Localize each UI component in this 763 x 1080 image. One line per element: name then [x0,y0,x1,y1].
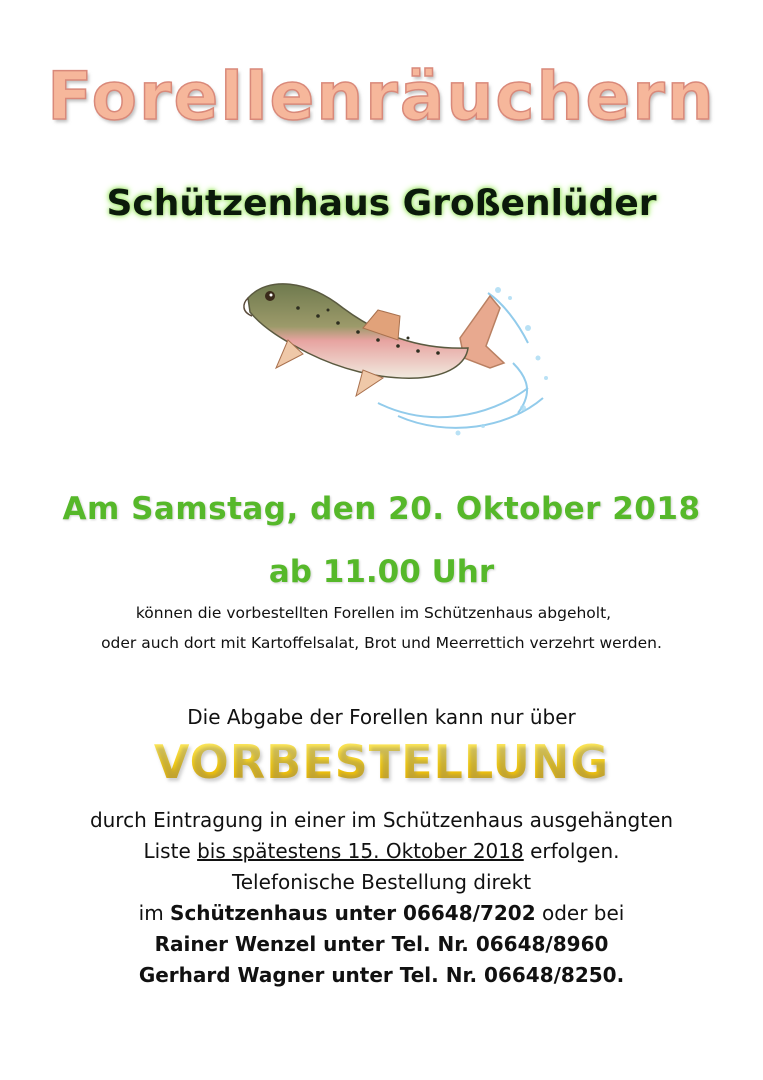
info-line-1: durch Eintragung in einer im Schützenhaus ausgehängten [89,808,674,832]
contact-gerhard-wagner: Gerhard Wagner unter Tel. Nr. 06648/8250. [138,963,625,987]
deadline-text: bis spätestens 15. Oktober 2018 [197,839,524,863]
page-subtitle: Schützenhaus Großenlüder [106,183,657,224]
abgabe-line: Die Abgabe der Forellen kann nur über [187,705,576,729]
event-time: ab 11.00 Uhr [268,554,495,590]
leaping-trout-icon [228,268,568,458]
info-line-4-post: oder bei [535,901,625,925]
info-line-3: Telefonische Bestellung direkt [231,870,532,894]
page-title: Forellenräuchern [47,58,716,135]
info-line-2-post: erfolgen. [523,839,620,863]
info-line-2 [0,836,763,867]
info-line-4 [0,898,763,929]
order-info [0,805,763,991]
vorbestellung-heading: VORBESTELLUNG [0,735,763,789]
info-line-4-pre: im [138,901,171,925]
event-date: Am Samstag, den 20. Oktober 2018 [62,491,701,527]
intro-line-1: können die vorbestellten Forellen im Schützenhaus abgeholt, [135,604,612,622]
intro-line-2: oder auch dort mit Kartoffelsalat, Brot und Meerrettich verzehrt werden. [101,634,662,652]
contact-rainer-wenzel: Rainer Wenzel unter Tel. Nr. 06648/8960 [154,932,609,956]
info-line-2-pre: Liste [143,839,198,863]
schuetzenhaus-phone: Schützenhaus unter 06648/7202 [170,901,536,925]
